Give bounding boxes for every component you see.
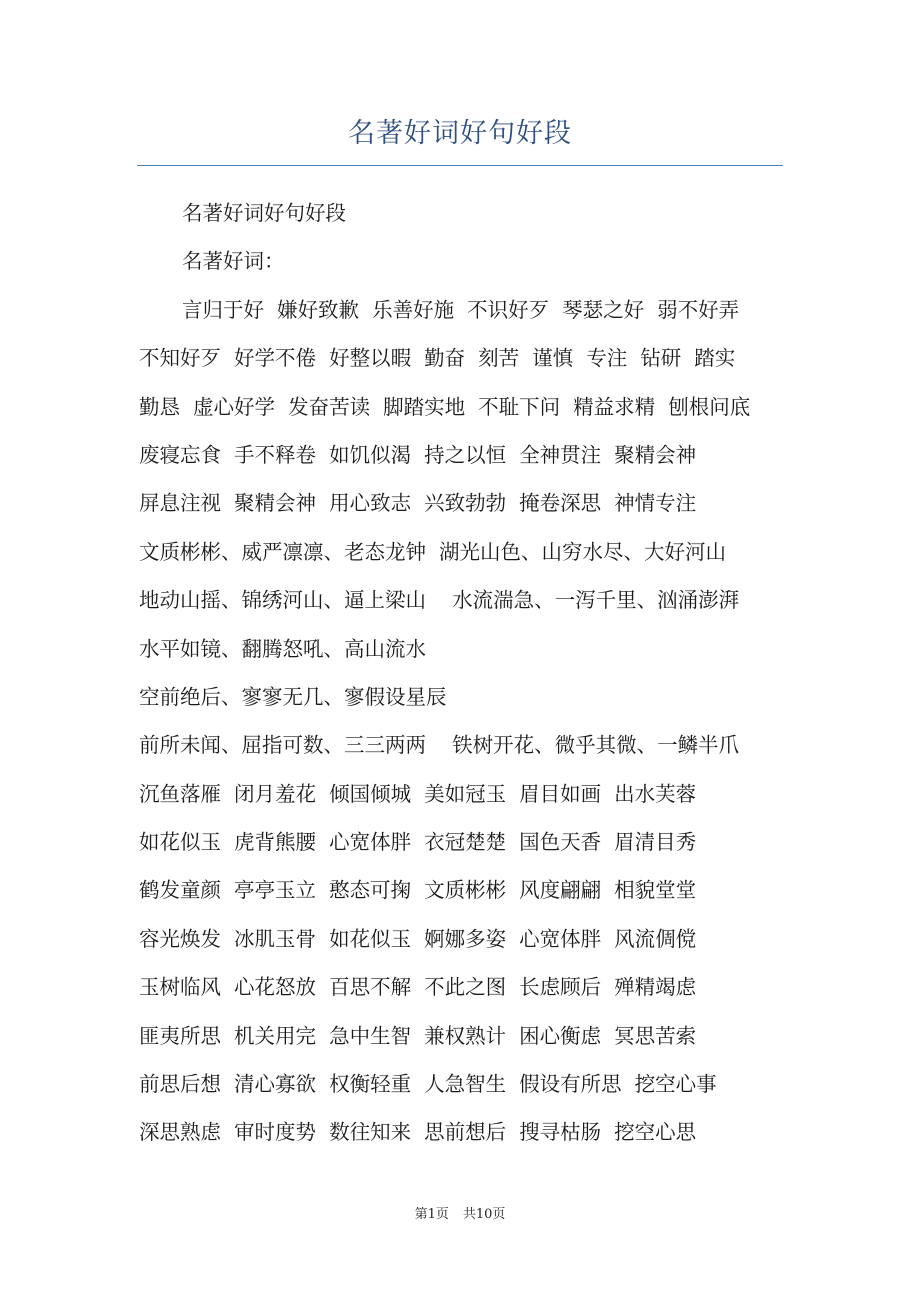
page-number: 第1页: [414, 1207, 449, 1222]
text-line: 空前绝后、寥寥无几、寥假设星辰: [139, 684, 447, 709]
text-line: 水平如镜、翻腾怒吼、高山流水: [139, 636, 426, 661]
text-line: 不知好歹 好学不倦 好整以暇 勤奋 刻苦 谨慎 专注 钻研 踏实: [139, 346, 736, 371]
body-heading: 名著好词好句好段: [182, 201, 346, 225]
text-line: 如花似玉 虎背熊腰 心宽体胖 衣冠楚楚 国色天香 眉清目秀: [139, 830, 697, 855]
document-title: 名著好词好句好段: [348, 118, 572, 149]
text-line: 玉树临风 心花怒放 百思不解 不此之图 长虑顾后 殚精竭虑: [139, 975, 697, 1000]
document-body: [139, 189, 789, 1157]
text-line: 屏息注视 聚精会神 用心致志 兴致勃勃 掩卷深思 神情专注: [139, 491, 697, 516]
text-line: 前思后想 清心寡欲 权衡轻重 人急智生 假设有所思 挖空心事: [139, 1072, 717, 1097]
text-line: 地动山摇、锦绣河山、逼上梁山 水流湍急、一泻千里、汹涌澎湃: [139, 588, 740, 613]
text-line: 前所未闻、屈指可数、三三两两 铁树开花、微乎其微、一鳞半爪: [139, 733, 740, 758]
text-line: 鹤发童颜 亭亭玉立 憨态可掬 文质彬彬 风度翩翩 相貌堂堂: [139, 878, 697, 903]
text-line: 勤恳 虚心好学 发奋苦读 脚踏实地 不耻下问 精益求精 刨根问底: [139, 394, 751, 419]
page-footer: [0, 1205, 920, 1225]
text-line: 深思熟虑 审时度势 数往知来 思前想后 搜寻枯肠 挖空心思: [139, 1120, 697, 1145]
text-line: 废寝忘食 手不释卷 如饥似渴 持之以恒 全神贯注 聚精会神: [139, 442, 697, 467]
title-divider: [137, 165, 783, 166]
text-line: 沉鱼落雁 闭月羞花 倾国倾城 美如冠玉 眉目如画 出水芙蓉: [139, 781, 697, 806]
text-line: 容光焕发 冰肌玉骨 如花似玉 婀娜多姿 心宽体胖 风流倜傥: [139, 926, 697, 951]
text-line: 言归于好 嫌好致歉 乐善好施 不识好歹 琴瑟之好 弱不好弄: [182, 297, 740, 322]
section-heading: 名著好词：: [182, 249, 285, 274]
text-line: 匪夷所思 机关用完 急中生智 兼权熟计 困心衡虑 冥思苦索: [139, 1023, 697, 1048]
page-total: 共10页: [462, 1207, 506, 1222]
text-line: 文质彬彬、威严凛凛、老态龙钟 湖光山色、山穷水尽、大好河山: [139, 539, 727, 564]
